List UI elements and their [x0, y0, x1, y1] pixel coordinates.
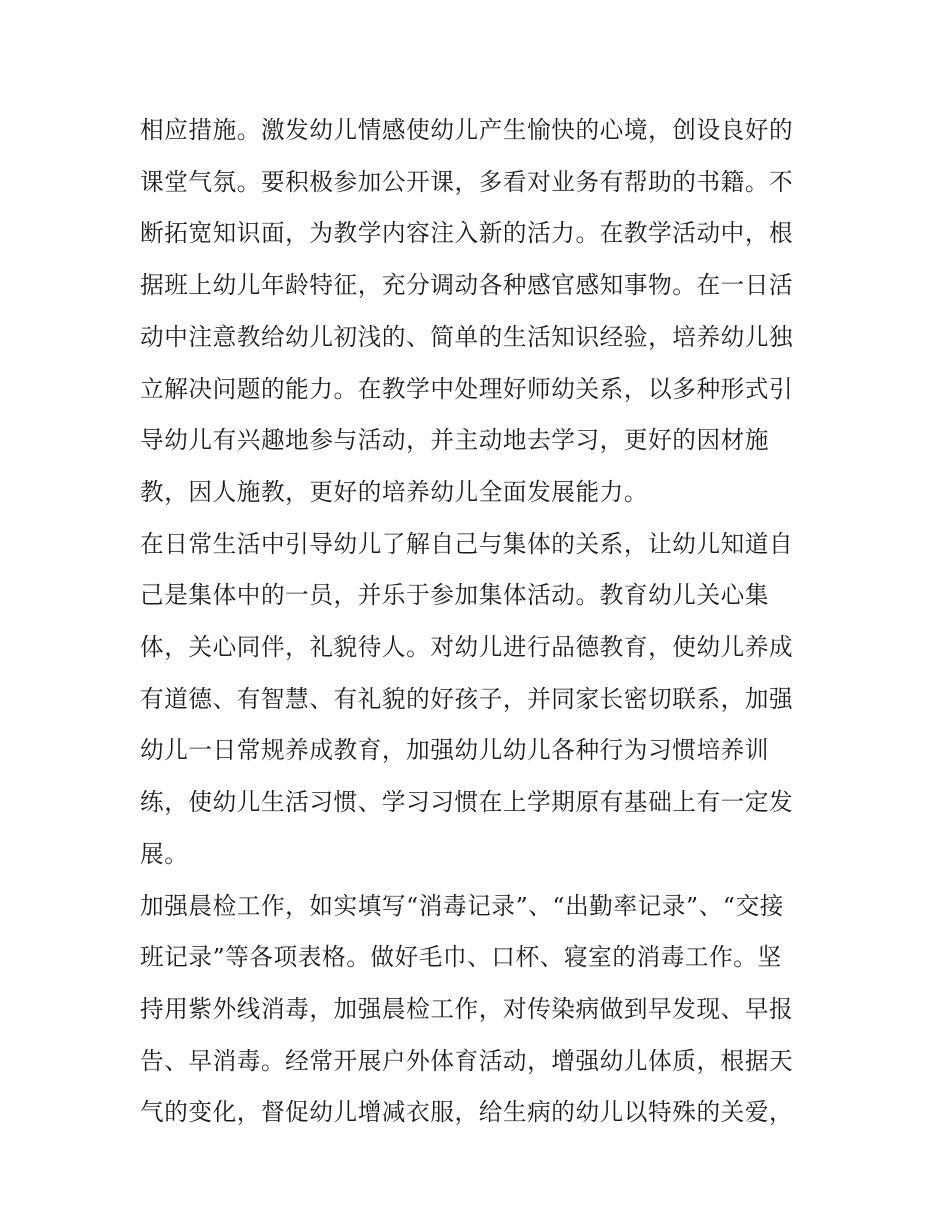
text-line: 有道德、有智慧、有礼貌的好孩子，并同家长密切联系，加强 — [140, 684, 794, 713]
text-line: 己是集体中的一员，并乐于参加集体活动。教育幼儿关心集 — [140, 581, 770, 610]
text-line: 相应措施。激发幼儿情感使幼儿产生愉快的心境，创设良好的 — [140, 116, 794, 144]
text-line: 练，使幼儿生活习惯、学习习惯在上学期原有基础上有一定发 — [140, 788, 794, 817]
text-line: 加强晨检工作，如实填写“消毒记录”、“出勤率记录”、“交接 — [140, 891, 784, 920]
text-line: 动中注意教给幼儿初浅的、简单的生活知识经验，培养幼儿独 — [140, 322, 794, 351]
text-line: 立解决问题的能力。在教学中处理好师幼关系，以多种形式引 — [140, 374, 794, 403]
text-line: 体，关心同伴，礼貌待人。对幼儿进行品德教育，使幼儿养成 — [140, 633, 794, 662]
text-line: 课堂气氛。要积极参加公开课，多看对业务有帮助的书籍。不 — [140, 167, 794, 196]
text-line: 断拓宽知识面，为教学内容注入新的活力。在教学活动中，根 — [140, 219, 794, 248]
text-line: 气的变化，督促幼儿增减衣服，给生病的幼儿以特殊的关爱， — [140, 1098, 794, 1127]
text-line: 幼儿一日常规养成教育，加强幼儿幼儿各种行为习惯培养训 — [140, 736, 770, 765]
text-line: 告、早消毒。经常开展户外体育活动，增强幼儿体质，根据天 — [140, 1046, 794, 1075]
text-line: 持用紫外线消毒，加强晨检工作，对传染病做到早发现、早报 — [140, 994, 794, 1023]
text-line: 教，因人施教，更好的培养幼儿全面发展能力。 — [140, 477, 649, 506]
text-line: 展。 — [140, 839, 189, 868]
body-text — [140, 105, 820, 1139]
text-line: 在日常生活中引导幼儿了解自己与集体的关系，让幼儿知道自 — [140, 529, 794, 558]
text-line: 据班上幼儿年龄特征，充分调动各种感官感知事物。在一日活 — [140, 271, 794, 300]
text-line: 班记录”等各项表格。做好毛巾、口杯、寝室的消毒工作。坚 — [140, 943, 782, 972]
text-line: 导幼儿有兴趣地参与活动，并主动地去学习，更好的因材施 — [140, 426, 770, 455]
